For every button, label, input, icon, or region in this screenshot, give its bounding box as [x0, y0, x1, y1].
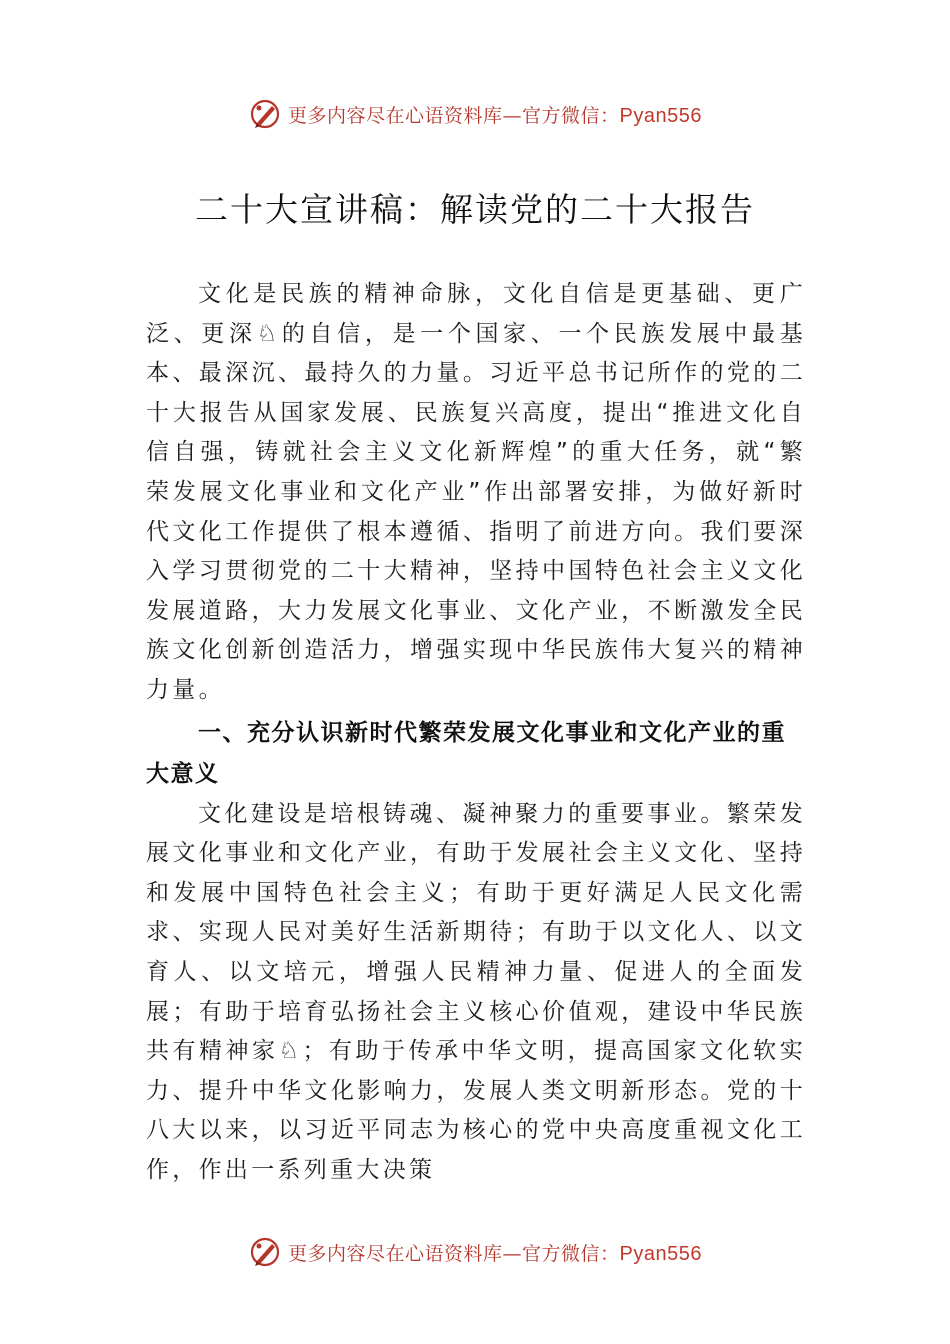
document-body — [146, 275, 806, 1190]
watermark-text: 更多内容尽在心语资料库—官方微信：Pyan556 — [288, 104, 702, 127]
document-title: 二十大宣讲稿：解读党的二十大报告 — [195, 190, 755, 229]
section-heading: 一、充分认识新时代繁荣发展文化事业和文化产业的重大意义 — [146, 719, 786, 787]
watermark-account: Pyan556 — [619, 1242, 702, 1265]
pen-logo-icon — [248, 97, 282, 131]
watermark-account: Pyan556 — [619, 104, 702, 127]
watermark-text: 更多内容尽在心语资料库—官方微信：Pyan556 — [288, 1242, 702, 1265]
header-watermark — [0, 94, 950, 134]
intro-paragraph: 文化是民族的精神命脉，文化自信是更基础、更广泛、更深♘的自信，是一个国家、一个民族发展中最基本、最深沉、最持久的力量。习近平总书记所作的党的二十大报告从国家发展、民族复兴高度，提出“推进文化自信自强，铸就社会主义文化新辉煌”的重大任务，就“繁荣发展文化事业和文化产业”作出部署安排，为做好新时代文化工作提供了根本遵循、指明了前进方向。我们要深入学习贯彻党的二十大精神，坚持中国特色社会主义文化发展道路，大力发展文化事业、文化产业，不断激发全民族文化创新创造活力，增强实现中华民族伟大复兴的精神力量。 — [146, 281, 806, 703]
footer-watermark — [0, 1232, 950, 1272]
section-paragraph: 文化建设是培根铸魂、凝神聚力的重要事业。繁荣发展文化事业和文化产业，有助于发展社会主义文化、坚持和发展中国特色社会主义；有助于更好满足人民文化需求、实现人民对美好生活新期待；有助于以文化人、以文育人、以文培元，增强人民精神力量、促进人的全面发展；有助于培育弘扬社会主义核心价值观，建设中华民族共有精神家♘；有助于传承中华文明，提高国家文化软实力、提升中华文化影响力，发展人类文明新形态。党的十八大以来，以习近平同志为核心的党中央高度重视文化工作，作出一系列重大决策 — [146, 800, 806, 1183]
pen-logo-icon — [248, 1235, 282, 1269]
